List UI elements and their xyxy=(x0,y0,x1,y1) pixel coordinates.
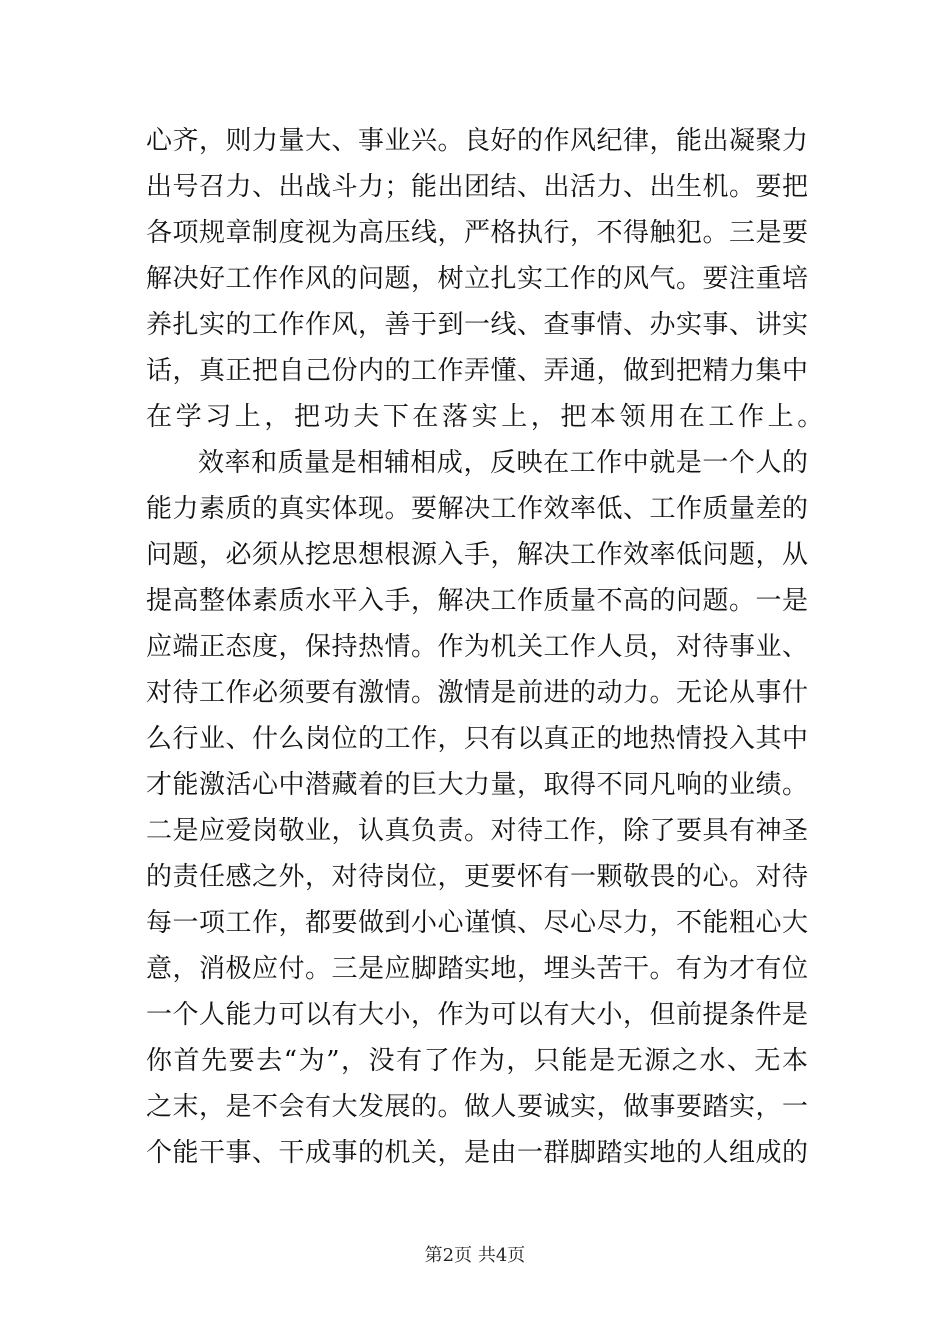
text-line: 每一项工作，都要做到小心谨慎、尽心尽力，不能粗心大 xyxy=(146,908,808,938)
text-line: 提高整体素质水平入手，解决工作质量不高的问题。一是 xyxy=(146,586,808,616)
text-line: 各项规章制度视为高压线，严格执行，不得触犯。三是要 xyxy=(146,218,808,248)
text-line: 效率和质量是相辅相成，反映在工作中就是一个人的 xyxy=(198,448,808,478)
text-line: 才能激活心中潜藏着的巨大力量，取得不同凡响的业绩。 xyxy=(146,770,808,800)
page-number-footer: 第2页 共4页 xyxy=(424,1245,526,1266)
text-line: 出号召力、出战斗力；能出团结、出活力、出生机。要把 xyxy=(146,172,808,202)
text-line: 话，真正把自己份内的工作弄懂、弄通，做到把精力集中 xyxy=(146,356,808,386)
text-line: 二是应爱岗敬业，认真负责。对待工作，除了要具有神圣 xyxy=(146,816,808,846)
text-line: 在学习上，把功夫下在落实上，把本领用在工作上。 xyxy=(146,402,827,432)
text-line: 一个人能力可以有大小，作为可以有大小，但前提条件是 xyxy=(146,1000,808,1030)
text-line: 个能干事、干成事的机关，是由一群脚踏实地的人组成的 xyxy=(146,1138,808,1168)
text-line: 的责任感之外，对待岗位，更要怀有一颗敬畏的心。对待 xyxy=(146,862,808,892)
text-line: 你首先要去“为”，没有了作为，只能是无源之水、无本 xyxy=(146,1046,808,1076)
text-line: 能力素质的真实体现。要解决工作效率低、工作质量差的 xyxy=(146,494,808,524)
text-line: 么行业、什么岗位的工作，只有以真正的地热情投入其中 xyxy=(146,724,808,754)
document-body xyxy=(146,118,827,1176)
text-line: 应端正态度，保持热情。作为机关工作人员，对待事业、 xyxy=(146,632,808,662)
text-line: 养扎实的工作作风，善于到一线、查事情、办实事、讲实 xyxy=(146,310,808,340)
text-line: 心齐，则力量大、事业兴。良好的作风纪律，能出凝聚力 xyxy=(146,126,808,156)
text-line: 意，消极应付。三是应脚踏实地，埋头苦干。有为才有位 xyxy=(146,954,808,984)
text-line: 问题，必须从挖思想根源入手，解决工作效率低问题，从 xyxy=(146,540,808,570)
text-line: 解决好工作作风的问题，树立扎实工作的风气。要注重培 xyxy=(146,264,808,294)
text-line: 之末，是不会有大发展的。做人要诚实，做事要踏实，一 xyxy=(146,1092,808,1122)
text-line: 对待工作必须要有激情。激情是前进的动力。无论从事什 xyxy=(146,678,808,708)
